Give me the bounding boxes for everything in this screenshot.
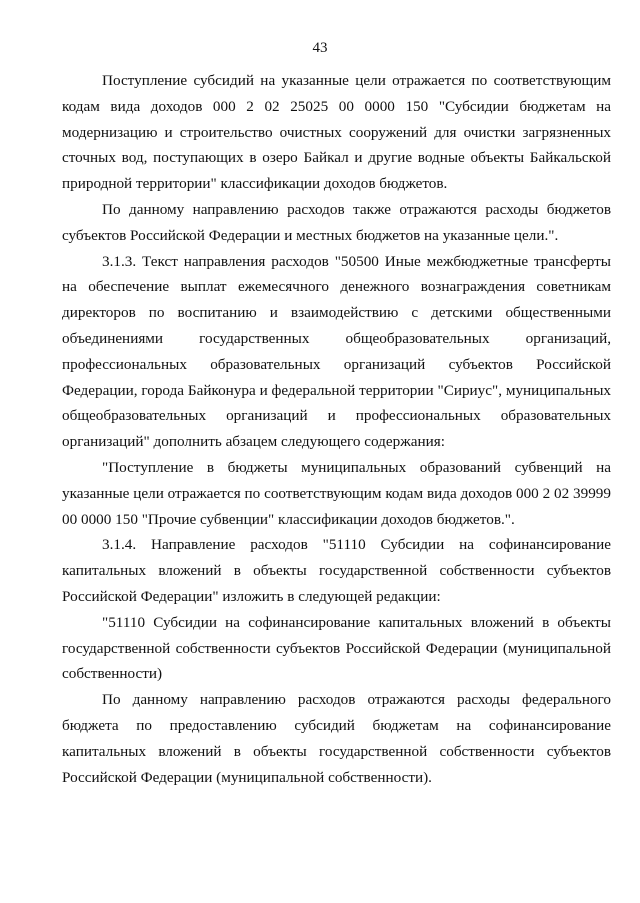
document-body	[62, 68, 611, 790]
paragraph-3-1-4: 3.1.4. Направление расходов "51110 Субсидии на софинансирование капитальных вложений в объекты государственной собственности субъектов Российской Федерации" изложить в следующей редакции:	[62, 536, 611, 605]
paragraph-income-receipt: Поступление субсидий на указанные цели отражается по соответствующим кодам вида доходов 000 2 02 25025 00 0000 150 "Субсидии бюджетам на модернизацию и строительство очистных сооружений для очистки загрязненных сточных вод, поступающих в озеро Байкал и другие водные объекты Байкальской природной территории" классификации доходов бюджетов.	[62, 72, 611, 193]
paragraph-51110-title: "51110 Субсидии на софинансирование капитальных вложений в объекты государственной собственности субъектов Российской Федерации (муниципальной собственности)	[62, 613, 611, 683]
paragraph-3-1-3: 3.1.3. Текст направления расходов "50500 Иные межбюджетные трансферты на обеспечение выплат ежемесячного денежного вознаграждения советникам директоров по воспитанию и взаимодействию с детскими общественными объединениями государственных общеобразовательных организаций, профессиональных образовательных организаций субъектов Российской Федерации, города Байконура и федеральной территории "Сириус", муниципальных общеобразовательных организаций и профессиональных образовательных организаций" дополнить абзацем следующего содержания:	[62, 252, 611, 451]
paragraph-regional-expenses: По данному направлению расходов также отражаются расходы бюджетов субъектов Российской Федерации и местных бюджетов на указанные цели.".	[62, 200, 611, 244]
paragraph-subvention-receipt: "Поступление в бюджеты муниципальных образований субвенций на указанные цели отражается по соответствующим кодам вида доходов 000 2 02 39999 00 0000 150 "Прочие субвенции" классификации доходов бюджетов.".	[62, 458, 611, 528]
paragraph-federal-expenses: По данному направлению расходов отражаются расходы федерального бюджета по предоставлению субсидий бюджетам на софинансирование капитальных вложений в объекты государственной собственности субъектов Российской Федерации (муниципальной собственности).	[62, 691, 611, 786]
page-number: 43	[312, 40, 328, 56]
